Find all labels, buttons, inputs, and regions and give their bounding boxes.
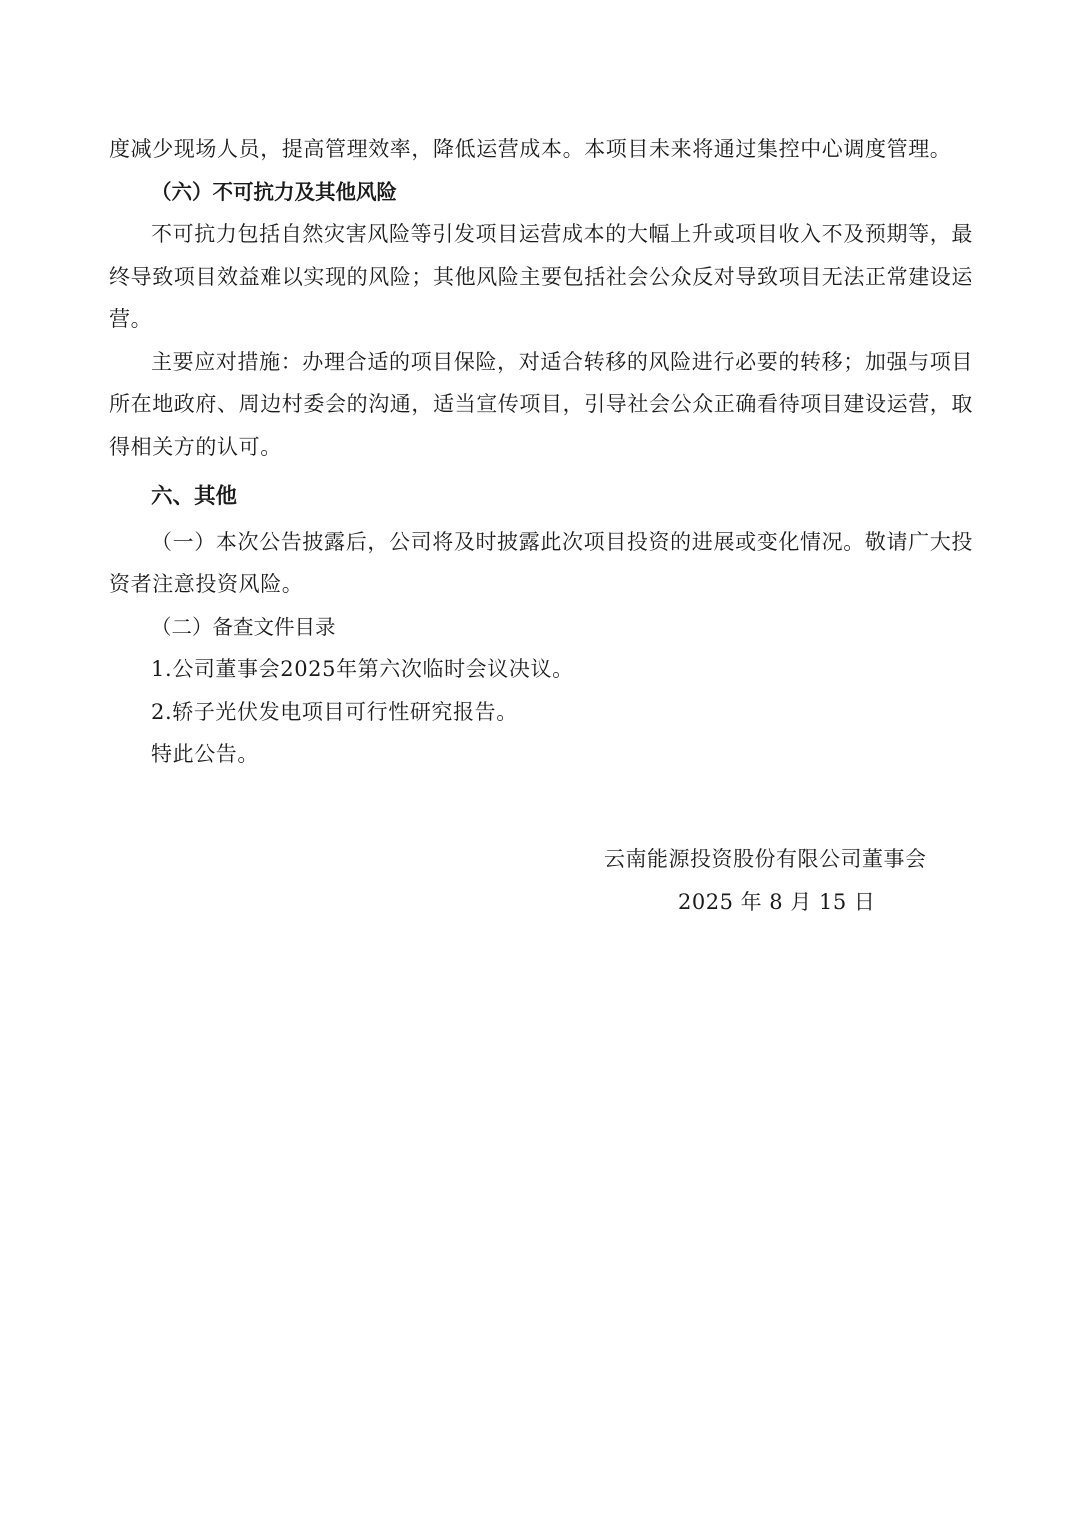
heading-force-majeure: （六）不可抗力及其他风险 (151, 179, 397, 204)
heading-reference-files: （二）备查文件目录 (151, 614, 336, 639)
continued-text-line: 度减少现场人员，提高管理效率，降低运营成本。本项目未来将通过集控中心调度管理。 (109, 137, 952, 161)
closing-statement: 特此公告。 (151, 742, 259, 766)
reference-file-item: 1.公司董事会2025年第六次临时会议决议。 (151, 657, 574, 681)
section-heading-other: 六、其他 (151, 484, 238, 509)
paragraph-force-majeure: 不可抗力包括自然灾害风险等引发项目运营成本的大幅上升或项目收入不及预期等，最终导致项目效益难以实现的风险；其他风险主要包括社会公众反对导致项目无法正常建设运营。 (109, 222, 973, 331)
signature-block (604, 838, 934, 923)
signature-company: 云南能源投资股份有限公司董事会 (604, 847, 927, 871)
document-body (109, 128, 973, 776)
signature-date: 2025 年 8 月 15 日 (678, 889, 876, 914)
reference-file-item: 2.轿子光伏发电项目可行性研究报告。 (151, 699, 518, 724)
paragraph-disclosure: （一）本次公告披露后，公司将及时披露此次项目投资的进展或变化情况。敬请广大投资者注意投资风险。 (109, 529, 973, 596)
paragraph-countermeasures: 主要应对措施：办理合适的项目保险，对适合转移的风险进行必要的转移；加强与项目所在地政府、周边村委会的沟通，适当宣传项目，引导社会公众正确看待项目建设运营，取得相关方的认可。 (109, 349, 973, 459)
